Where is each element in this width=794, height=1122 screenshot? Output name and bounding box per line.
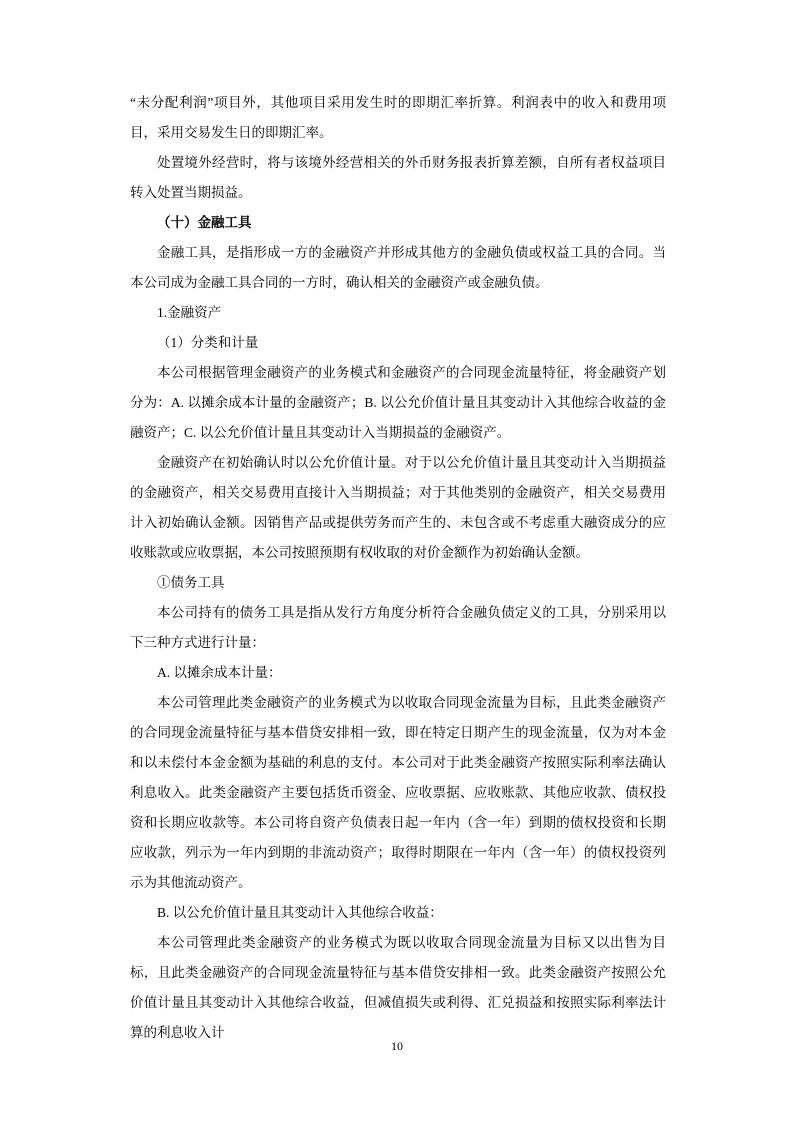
paragraph: 金融资产在初始确认时以公允价值计量。对于以公允价值计量且其变动计入当期损益的金融资产，相关交易费用直接计入当期损益；对于其他类别的金融资产，相关交易费用计入初始确认金额。因销售产品或提供劳务而产生的、未包含或不考虑重大融资成分的应收账款或应收票据，本公司按照预期有权收取的对价金额作为初始确认金额。 [130, 455, 666, 560]
item-debt-instruments: ①债务工具 [157, 575, 225, 590]
item-financial-assets: 1.金融资产 [157, 305, 222, 320]
paragraph: 本公司持有的债务工具是指从发行方角度分析符合金融负债定义的工具，分别采用以下三种方式进行计量： [130, 605, 666, 650]
section-heading-financial-instruments: （十）金融工具 [157, 215, 252, 230]
item-fvoci: B. 以公允价值计量且其变动计入其他综合收益： [157, 905, 443, 920]
paragraph: 本公司管理此类金融资产的业务模式为既以收取合同现金流量为目标又以出售为目标，且此类金融资产的合同现金流量特征与基本借贷安排相一致。此类金融资产按照公允价值计量且其变动计入其他综合收益，但减值损失或利得、汇兑损益和按照实际利率法计算的利息收入计 [130, 935, 666, 1040]
item-amortized-cost: A. 以摊余成本计量： [157, 665, 282, 680]
page-footer [0, 1038, 794, 1054]
paragraph-continuation: “未分配利润”项目外，其他项目采用发生时的即期汇率折算。利润表中的收入和费用项目，采用交易发生日的即期汇率。 [130, 95, 666, 140]
paragraph: 金融工具，是指形成一方的金融资产并形成其他方的金融负债或权益工具的合同。当本公司成为金融工具合同的一方时，确认相关的金融资产或金融负债。 [130, 245, 666, 290]
page-content [130, 88, 666, 1048]
paragraph: 本公司根据管理金融资产的业务模式和金融资产的合同现金流量特征，将金融资产划分为：A. 以摊余成本计量的金融资产；B. 以公允价值计量且其变动计入其他综合收益的金融资产；C. 以公允价值计量且其变动计入当期损益的金融资产。 [130, 365, 666, 440]
paragraph: 处置境外经营时，将与该境外经营相关的外币财务报表折算差额，自所有者权益项目转入处置当期损益。 [130, 155, 666, 200]
paragraph: 本公司管理此类金融资产的业务模式为以收取合同现金流量为目标，且此类金融资产的合同现金流量特征与基本借贷安排相一致，即在特定日期产生的现金流量，仅为对本金和以未偿付本金金额为基础的利息的支付。本公司对于此类金融资产按照实际利率法确认利息收入。此类金融资产主要包括货币资金、应收票据、应收账款、其他应收款、债权投资和长期应收款等。本公司将自资产负债表日起一年内（含一年）到期的债权投资和长期应收款，列示为一年内到期的非流动资产；取得时期限在一年内（含一年）的债权投资列示为其他流动资产。 [130, 695, 666, 890]
item-classification-and-measurement: （1）分类和计量 [157, 335, 259, 350]
page-number: 10 [391, 1039, 403, 1053]
